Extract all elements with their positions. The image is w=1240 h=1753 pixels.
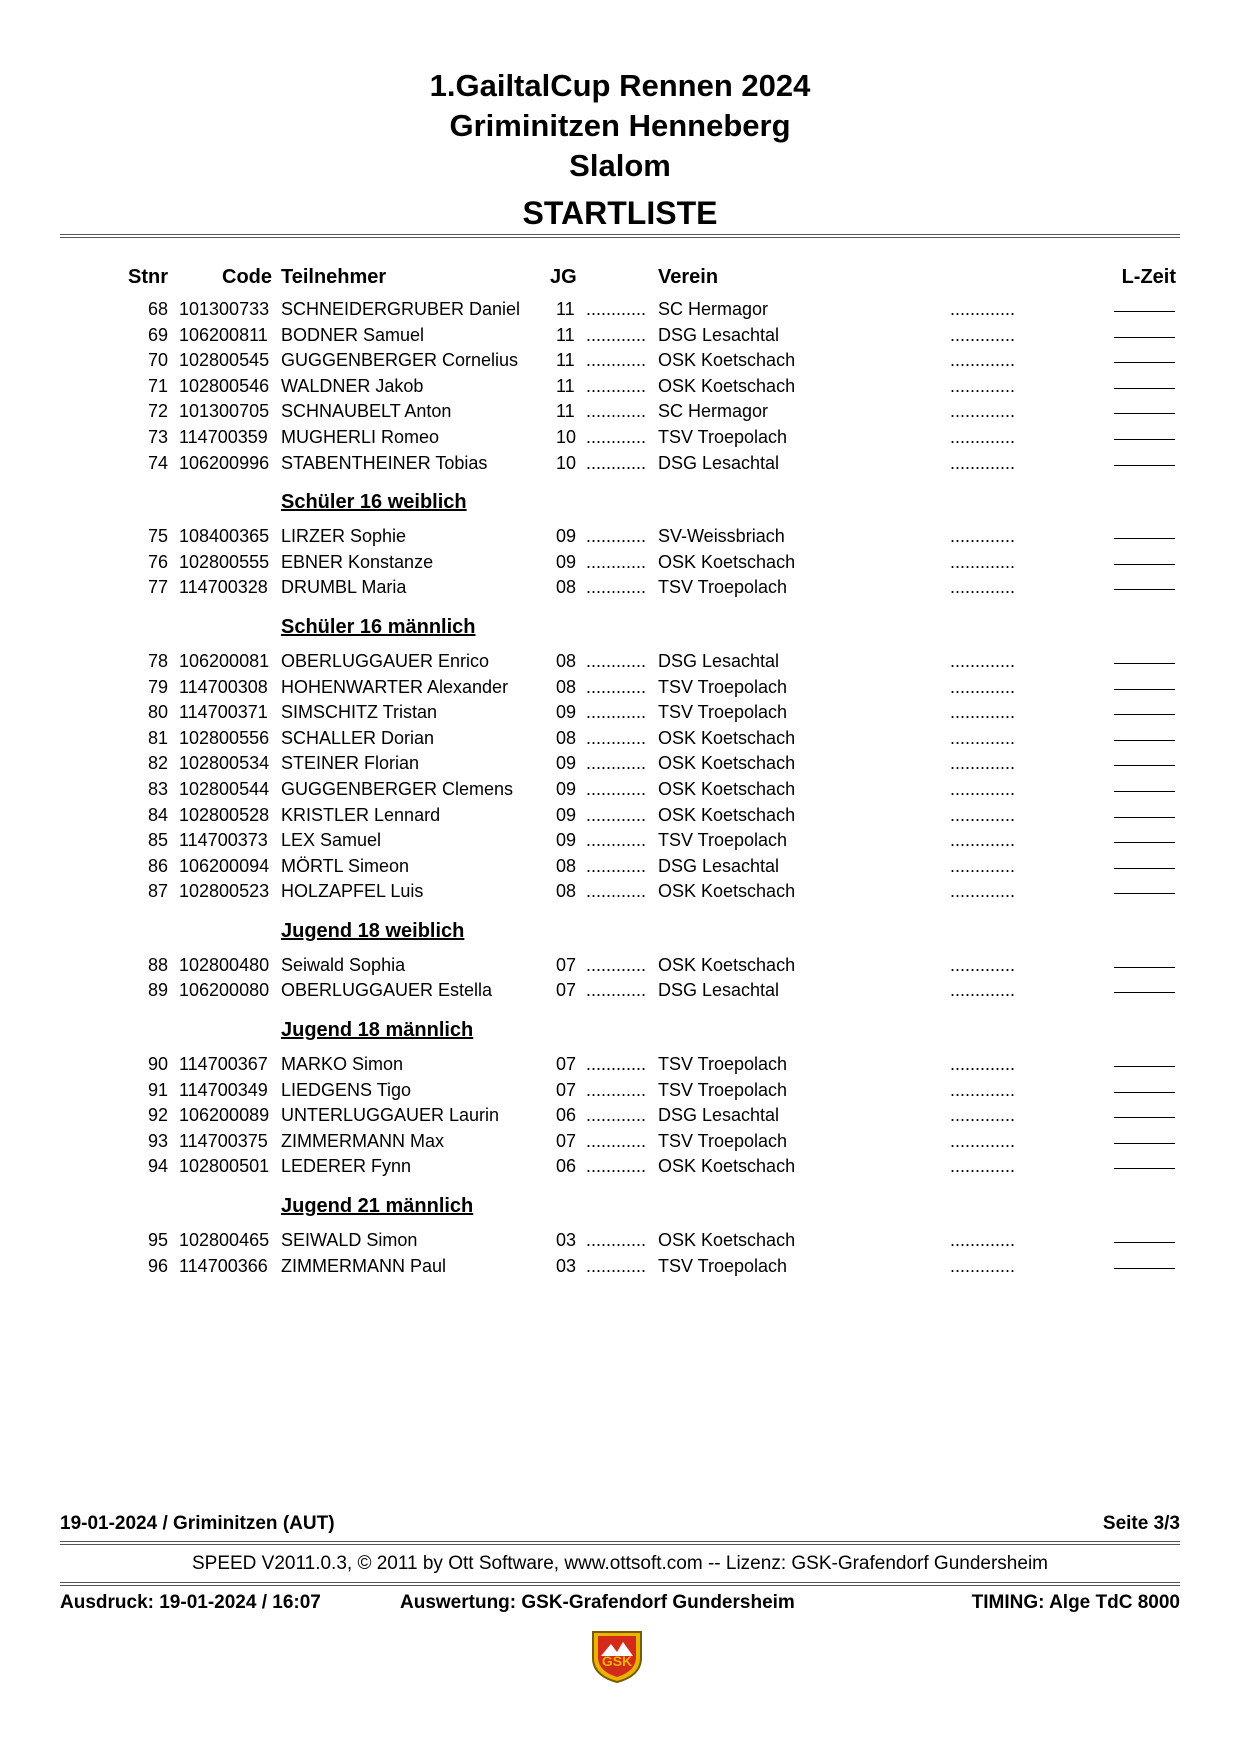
lzeit-blank-line xyxy=(1114,689,1175,690)
dots-placeholder: ............ xyxy=(586,980,647,1001)
category-heading xyxy=(0,1004,1240,1052)
start-number: 90 xyxy=(147,1054,168,1075)
club-name: SC Hermagor xyxy=(658,401,769,422)
club-name: OSK Koetschach xyxy=(658,753,796,774)
birth-year: 07 xyxy=(556,954,577,975)
dots-placeholder: ............ xyxy=(586,426,647,447)
athlete-name: SCHNAUBELT Anton xyxy=(281,401,452,422)
table-row xyxy=(0,978,1240,1004)
lzeit-blank-line xyxy=(1114,1268,1175,1269)
lzeit-blank-line xyxy=(1114,439,1175,440)
footer-divider-top xyxy=(60,1541,1180,1545)
athlete-name: MARKO Simon xyxy=(281,1054,404,1075)
footer-divider-bottom xyxy=(60,1582,1180,1586)
club-name: TSV Troepolach xyxy=(658,577,788,598)
athlete-name: OBERLUGGAUER Enrico xyxy=(281,650,490,671)
start-number: 83 xyxy=(147,778,168,799)
dots-placeholder: ............ xyxy=(586,375,647,396)
race-title: 1.GailtalCup Rennen 2024 xyxy=(429,68,811,103)
athlete-code: 106200089 xyxy=(179,1105,270,1126)
table-row xyxy=(0,399,1240,425)
start-number: 89 xyxy=(147,980,168,1001)
dots-placeholder: ............ xyxy=(586,650,647,671)
club-name: OSK Koetschach xyxy=(658,804,796,825)
birth-year: 10 xyxy=(556,426,577,447)
start-number: 88 xyxy=(147,954,168,975)
birth-year: 09 xyxy=(556,804,577,825)
table-row xyxy=(0,1254,1240,1280)
table-row xyxy=(0,575,1240,601)
dots-placeholder: ............ xyxy=(586,551,647,572)
dots-placeholder: ............. xyxy=(950,804,1016,825)
table-row xyxy=(0,1052,1240,1078)
athlete-code: 106200080 xyxy=(179,980,270,1001)
lzeit-blank-line xyxy=(1114,842,1175,843)
table-row xyxy=(0,879,1240,905)
athlete-name: ZIMMERMANN Paul xyxy=(281,1255,447,1276)
dots-placeholder: ............. xyxy=(950,1156,1016,1177)
lzeit-blank-line xyxy=(1114,337,1175,338)
dots-placeholder: ............. xyxy=(950,551,1016,572)
athlete-name: SEIWALD Simon xyxy=(281,1230,418,1251)
start-number: 92 xyxy=(147,1105,168,1126)
dots-placeholder: ............. xyxy=(950,1105,1016,1126)
start-number: 86 xyxy=(147,855,168,876)
dots-placeholder: ............. xyxy=(950,727,1016,748)
club-name: TSV Troepolach xyxy=(658,1079,788,1100)
athlete-code: 108400365 xyxy=(179,526,270,547)
table-row xyxy=(0,1103,1240,1129)
athlete-name: MUGHERLI Romeo xyxy=(281,426,440,447)
club-name: OSK Koetschach xyxy=(658,551,796,572)
start-number: 81 xyxy=(147,727,168,748)
athlete-code: 102800544 xyxy=(179,778,270,799)
table-row xyxy=(0,297,1240,323)
table-row xyxy=(0,524,1240,550)
birth-year: 09 xyxy=(556,778,577,799)
lzeit-blank-line xyxy=(1114,1066,1175,1067)
table-row xyxy=(0,854,1240,880)
dots-placeholder: ............. xyxy=(950,452,1016,473)
dots-placeholder: ............. xyxy=(950,650,1016,671)
footer-page-number: Seite 3/3 xyxy=(1102,1513,1180,1534)
athlete-name: DRUMBL Maria xyxy=(281,577,407,598)
dots-placeholder: ............. xyxy=(950,324,1016,345)
dots-placeholder: ............. xyxy=(950,1054,1016,1075)
lzeit-blank-line xyxy=(1114,564,1175,565)
athlete-code: 114700359 xyxy=(179,426,268,447)
table-row xyxy=(0,675,1240,701)
birth-year: 09 xyxy=(556,830,577,851)
athlete-name: OBERLUGGAUER Estella xyxy=(281,980,493,1001)
birth-year: 11 xyxy=(556,375,575,396)
dots-placeholder: ............. xyxy=(950,980,1016,1001)
athlete-code: 102800545 xyxy=(179,350,270,371)
athlete-name: SIMSCHITZ Tristan xyxy=(281,702,438,723)
dots-placeholder: ............. xyxy=(950,375,1016,396)
athlete-code: 106200996 xyxy=(179,452,270,473)
dots-placeholder: ............ xyxy=(586,855,647,876)
athlete-code: 101300733 xyxy=(179,299,270,319)
category-label: Jugend 18 weiblich xyxy=(281,919,465,942)
club-name: TSV Troepolach xyxy=(658,1130,788,1151)
birth-year: 09 xyxy=(556,702,577,723)
birth-year: 06 xyxy=(556,1105,577,1126)
start-number: 95 xyxy=(147,1230,168,1251)
club-name: DSG Lesachtal xyxy=(658,650,780,671)
dots-placeholder: ............ xyxy=(586,299,647,319)
table-row xyxy=(0,1078,1240,1104)
lzeit-blank-line xyxy=(1114,740,1175,741)
birth-year: 10 xyxy=(556,452,577,473)
birth-year: 06 xyxy=(556,1156,577,1177)
dots-placeholder: ............ xyxy=(586,324,647,345)
table-row xyxy=(0,323,1240,349)
dots-placeholder: ............ xyxy=(586,753,647,774)
col-header-stnr: Stnr xyxy=(128,266,168,288)
table-row xyxy=(0,451,1240,477)
col-header-lzeit: L-Zeit xyxy=(1121,266,1176,288)
dots-placeholder: ............ xyxy=(586,1130,647,1151)
lzeit-blank-line xyxy=(1114,967,1175,968)
birth-year: 07 xyxy=(556,1130,577,1151)
dots-placeholder: ............. xyxy=(950,954,1016,975)
lzeit-blank-line xyxy=(1114,1092,1175,1093)
start-number: 80 xyxy=(147,702,168,723)
start-number: 75 xyxy=(147,526,168,547)
lzeit-blank-line xyxy=(1114,868,1175,869)
dots-placeholder: ............. xyxy=(950,1230,1016,1251)
table-row xyxy=(0,1228,1240,1254)
dots-placeholder: ............. xyxy=(950,1079,1016,1100)
birth-year: 11 xyxy=(556,350,575,371)
dots-placeholder: ............. xyxy=(950,1130,1016,1151)
table-row xyxy=(0,374,1240,400)
athlete-name: BODNER Samuel xyxy=(281,324,425,345)
table-row xyxy=(0,828,1240,854)
athlete-code: 102800528 xyxy=(179,804,270,825)
athlete-name: HOHENWARTER Alexander xyxy=(281,676,509,697)
lzeit-blank-line xyxy=(1114,589,1175,590)
footer-printout: Ausdruck: 19-01-2024 / 16:07 xyxy=(60,1592,321,1613)
lzeit-blank-line xyxy=(1114,1242,1175,1243)
category-heading xyxy=(0,905,1240,953)
dots-placeholder: ............ xyxy=(586,830,647,851)
club-name: TSV Troepolach xyxy=(658,676,788,697)
athlete-code: 102800556 xyxy=(179,727,270,748)
dots-placeholder: ............. xyxy=(950,881,1016,902)
club-name: OSK Koetschach xyxy=(658,727,796,748)
athlete-name: STEINER Florian xyxy=(281,753,420,774)
race-location: Griminitzen Henneberg xyxy=(449,108,791,143)
athlete-name: LIRZER Sophie xyxy=(281,526,407,547)
athlete-name: Seiwald Sophia xyxy=(281,954,406,975)
start-number: 94 xyxy=(147,1156,168,1177)
birth-year: 09 xyxy=(556,526,577,547)
start-number: 87 xyxy=(147,881,168,902)
club-name: DSG Lesachtal xyxy=(658,324,780,345)
lzeit-blank-line xyxy=(1114,765,1175,766)
dots-placeholder: ............ xyxy=(586,1156,647,1177)
athlete-code: 102800523 xyxy=(179,881,270,902)
lzeit-blank-line xyxy=(1114,311,1175,312)
dots-placeholder: ............ xyxy=(586,804,647,825)
athlete-code: 114700375 xyxy=(179,1130,268,1151)
dots-placeholder: ............ xyxy=(586,676,647,697)
athlete-name: SCHALLER Dorian xyxy=(281,727,435,748)
club-name: TSV Troepolach xyxy=(658,702,788,723)
table-row xyxy=(0,425,1240,451)
club-name: TSV Troepolach xyxy=(658,1054,788,1075)
athlete-name: EBNER Konstanze xyxy=(281,551,434,572)
start-number: 78 xyxy=(147,650,168,671)
table-row xyxy=(0,953,1240,979)
lzeit-blank-line xyxy=(1114,1117,1175,1118)
dots-placeholder: ............ xyxy=(586,1230,647,1251)
dots-placeholder: ............ xyxy=(586,1105,647,1126)
athlete-code: 102800480 xyxy=(179,954,270,975)
dots-placeholder: ............ xyxy=(586,881,647,902)
athlete-name: WALDNER Jakob xyxy=(281,375,424,396)
col-header-participant: Teilnehmer xyxy=(281,266,387,288)
start-number: 93 xyxy=(147,1130,168,1151)
athlete-name: LIEDGENS Tigo xyxy=(281,1079,412,1100)
athlete-code: 102800555 xyxy=(179,551,270,572)
club-name: DSG Lesachtal xyxy=(658,980,780,1001)
athlete-code: 114700367 xyxy=(179,1054,268,1075)
club-name: DSG Lesachtal xyxy=(658,855,780,876)
start-number: 76 xyxy=(147,551,168,572)
race-discipline: Slalom xyxy=(569,148,671,183)
start-number: 74 xyxy=(147,452,168,473)
athlete-code: 106200081 xyxy=(179,650,270,671)
birth-year: 08 xyxy=(556,577,577,598)
dots-placeholder: ............ xyxy=(586,702,647,723)
athlete-code: 101300705 xyxy=(179,401,270,422)
table-row xyxy=(0,777,1240,803)
athlete-code: 114700308 xyxy=(179,676,268,697)
athlete-name: HOLZAPFEL Luis xyxy=(281,881,424,902)
birth-year: 08 xyxy=(556,727,577,748)
category-label: Jugend 18 männlich xyxy=(281,1019,474,1042)
athlete-code: 114700328 xyxy=(179,577,268,598)
birth-year: 03 xyxy=(556,1230,577,1251)
dots-placeholder: ............ xyxy=(586,1054,647,1075)
dots-placeholder: ............. xyxy=(950,426,1016,447)
start-number: 82 xyxy=(147,753,168,774)
dots-placeholder: ............. xyxy=(950,676,1016,697)
header-divider xyxy=(60,234,1180,238)
athlete-code: 114700349 xyxy=(179,1079,268,1100)
dots-placeholder: ............. xyxy=(950,350,1016,371)
category-label: Schüler 16 männlich xyxy=(281,615,476,638)
athlete-code: 114700371 xyxy=(179,702,268,723)
lzeit-blank-line xyxy=(1114,791,1175,792)
club-name: TSV Troepolach xyxy=(658,1255,788,1276)
athlete-name: ZIMMERMANN Max xyxy=(281,1130,444,1151)
athlete-name: LEDERER Fynn xyxy=(281,1156,412,1177)
club-name: SV-Weissbriach xyxy=(658,526,785,547)
category-label: Jugend 21 männlich xyxy=(281,1195,474,1218)
dots-placeholder: ............ xyxy=(586,526,647,547)
table-row xyxy=(0,751,1240,777)
dots-placeholder: ............. xyxy=(950,830,1016,851)
start-number: 72 xyxy=(147,401,168,422)
table-row xyxy=(0,1154,1240,1180)
athlete-code: 114700366 xyxy=(179,1255,268,1276)
start-number: 71 xyxy=(147,375,168,396)
table-row xyxy=(0,348,1240,374)
birth-year: 08 xyxy=(556,650,577,671)
club-name: SC Hermagor xyxy=(658,299,769,319)
dots-placeholder: ............ xyxy=(586,778,647,799)
birth-year: 08 xyxy=(556,676,577,697)
start-number: 85 xyxy=(147,830,168,851)
lzeit-blank-line xyxy=(1114,413,1175,414)
footer-software: SPEED V2011.0.3, © 2011 by Ott Software, www.ottsoft.com -- Lizenz: GSK-Grafendorf Gundersheim xyxy=(191,1553,1048,1574)
lzeit-blank-line xyxy=(1114,388,1175,389)
athlete-code: 102800501 xyxy=(179,1156,270,1177)
category-heading xyxy=(0,1180,1240,1228)
birth-year: 08 xyxy=(556,855,577,876)
dots-placeholder: ............ xyxy=(586,1255,647,1276)
start-number: 96 xyxy=(147,1255,168,1276)
dots-placeholder: ............ xyxy=(586,727,647,748)
footer-timing: TIMING: Alge TdC 8000 xyxy=(971,1592,1180,1613)
list-title: STARTLISTE xyxy=(522,195,718,231)
gsk-club-crest-icon xyxy=(587,1628,647,1684)
lzeit-blank-line xyxy=(1114,465,1175,466)
dots-placeholder: ............. xyxy=(950,753,1016,774)
dots-placeholder: ............ xyxy=(586,1079,647,1100)
dots-placeholder: ............ xyxy=(586,577,647,598)
athlete-name: SCHNEIDERGRUBER Daniel xyxy=(281,299,521,319)
lzeit-blank-line xyxy=(1114,893,1175,894)
table-row xyxy=(0,726,1240,752)
dots-placeholder: ............. xyxy=(950,702,1016,723)
table-row xyxy=(0,700,1240,726)
birth-year: 11 xyxy=(556,299,575,319)
club-name: OSK Koetschach xyxy=(658,778,796,799)
athlete-name: UNTERLUGGAUER Laurin xyxy=(281,1105,500,1126)
table-row xyxy=(0,649,1240,675)
lzeit-blank-line xyxy=(1114,992,1175,993)
athlete-code: 106200811 xyxy=(179,324,268,345)
start-list xyxy=(0,297,1240,1279)
birth-year: 08 xyxy=(556,881,577,902)
lzeit-blank-line xyxy=(1114,1143,1175,1144)
table-row xyxy=(0,1129,1240,1155)
club-name: DSG Lesachtal xyxy=(658,1105,780,1126)
lzeit-blank-line xyxy=(1114,362,1175,363)
table-row xyxy=(0,550,1240,576)
dots-placeholder: ............. xyxy=(950,855,1016,876)
birth-year: 11 xyxy=(556,324,575,345)
athlete-name: LEX Samuel xyxy=(281,830,382,851)
birth-year: 07 xyxy=(556,1079,577,1100)
athlete-code: 106200094 xyxy=(179,855,270,876)
col-header-code: Code xyxy=(222,266,272,288)
lzeit-blank-line xyxy=(1114,663,1175,664)
club-name: OSK Koetschach xyxy=(658,1156,796,1177)
dots-placeholder: ............. xyxy=(950,577,1016,598)
start-number: 79 xyxy=(147,676,168,697)
athlete-name: GUGGENBERGER Cornelius xyxy=(281,350,519,371)
athlete-name: MÖRTL Simeon xyxy=(281,855,410,876)
category-heading xyxy=(0,476,1240,524)
birth-year: 11 xyxy=(556,401,575,422)
dots-placeholder: ............. xyxy=(950,778,1016,799)
col-header-jg: JG xyxy=(550,266,577,288)
birth-year: 03 xyxy=(556,1255,577,1276)
footer-date-place: 19-01-2024 / Griminitzen (AUT) xyxy=(60,1513,335,1534)
start-number: 91 xyxy=(147,1079,168,1100)
athlete-name: KRISTLER Lennard xyxy=(281,804,441,825)
start-number: 73 xyxy=(147,426,168,447)
start-number: 69 xyxy=(147,324,168,345)
athlete-code: 102800546 xyxy=(179,375,270,396)
start-number: 77 xyxy=(147,577,168,598)
club-name: OSK Koetschach xyxy=(658,375,796,396)
dots-placeholder: ............ xyxy=(586,954,647,975)
category-label: Schüler 16 weiblich xyxy=(281,491,467,514)
table-row xyxy=(0,803,1240,829)
category-heading xyxy=(0,601,1240,649)
dots-placeholder: ............ xyxy=(586,401,647,422)
lzeit-blank-line xyxy=(1114,817,1175,818)
lzeit-blank-line xyxy=(1114,538,1175,539)
dots-placeholder: ............. xyxy=(950,299,1016,319)
dots-placeholder: ............. xyxy=(950,526,1016,547)
birth-year: 07 xyxy=(556,980,577,1001)
dots-placeholder: ............. xyxy=(950,401,1016,422)
start-number: 70 xyxy=(147,350,168,371)
club-name: OSK Koetschach xyxy=(658,350,796,371)
lzeit-blank-line xyxy=(1114,714,1175,715)
club-name: OSK Koetschach xyxy=(658,881,796,902)
club-name: TSV Troepolach xyxy=(658,426,788,447)
birth-year: 09 xyxy=(556,753,577,774)
dots-placeholder: ............ xyxy=(586,452,647,473)
start-number: 84 xyxy=(147,804,168,825)
start-number: 68 xyxy=(147,299,168,319)
birth-year: 07 xyxy=(556,1054,577,1075)
athlete-code: 102800465 xyxy=(179,1230,270,1251)
col-header-club: Verein xyxy=(658,266,719,288)
lzeit-blank-line xyxy=(1114,1168,1175,1169)
athlete-code: 114700373 xyxy=(179,830,268,851)
birth-year: 09 xyxy=(556,551,577,572)
dots-placeholder: ............. xyxy=(950,1255,1016,1276)
club-name: OSK Koetschach xyxy=(658,954,796,975)
club-name: DSG Lesachtal xyxy=(658,452,780,473)
logo-text: GSK xyxy=(601,1653,633,1669)
athlete-name: STABENTHEINER Tobias xyxy=(281,452,488,473)
footer-evaluation: Auswertung: GSK-Grafendorf Gundersheim xyxy=(400,1592,795,1613)
club-name: OSK Koetschach xyxy=(658,1230,796,1251)
dots-placeholder: ............ xyxy=(586,350,647,371)
athlete-code: 102800534 xyxy=(179,753,270,774)
club-name: TSV Troepolach xyxy=(658,830,788,851)
athlete-name: GUGGENBERGER Clemens xyxy=(281,778,514,799)
